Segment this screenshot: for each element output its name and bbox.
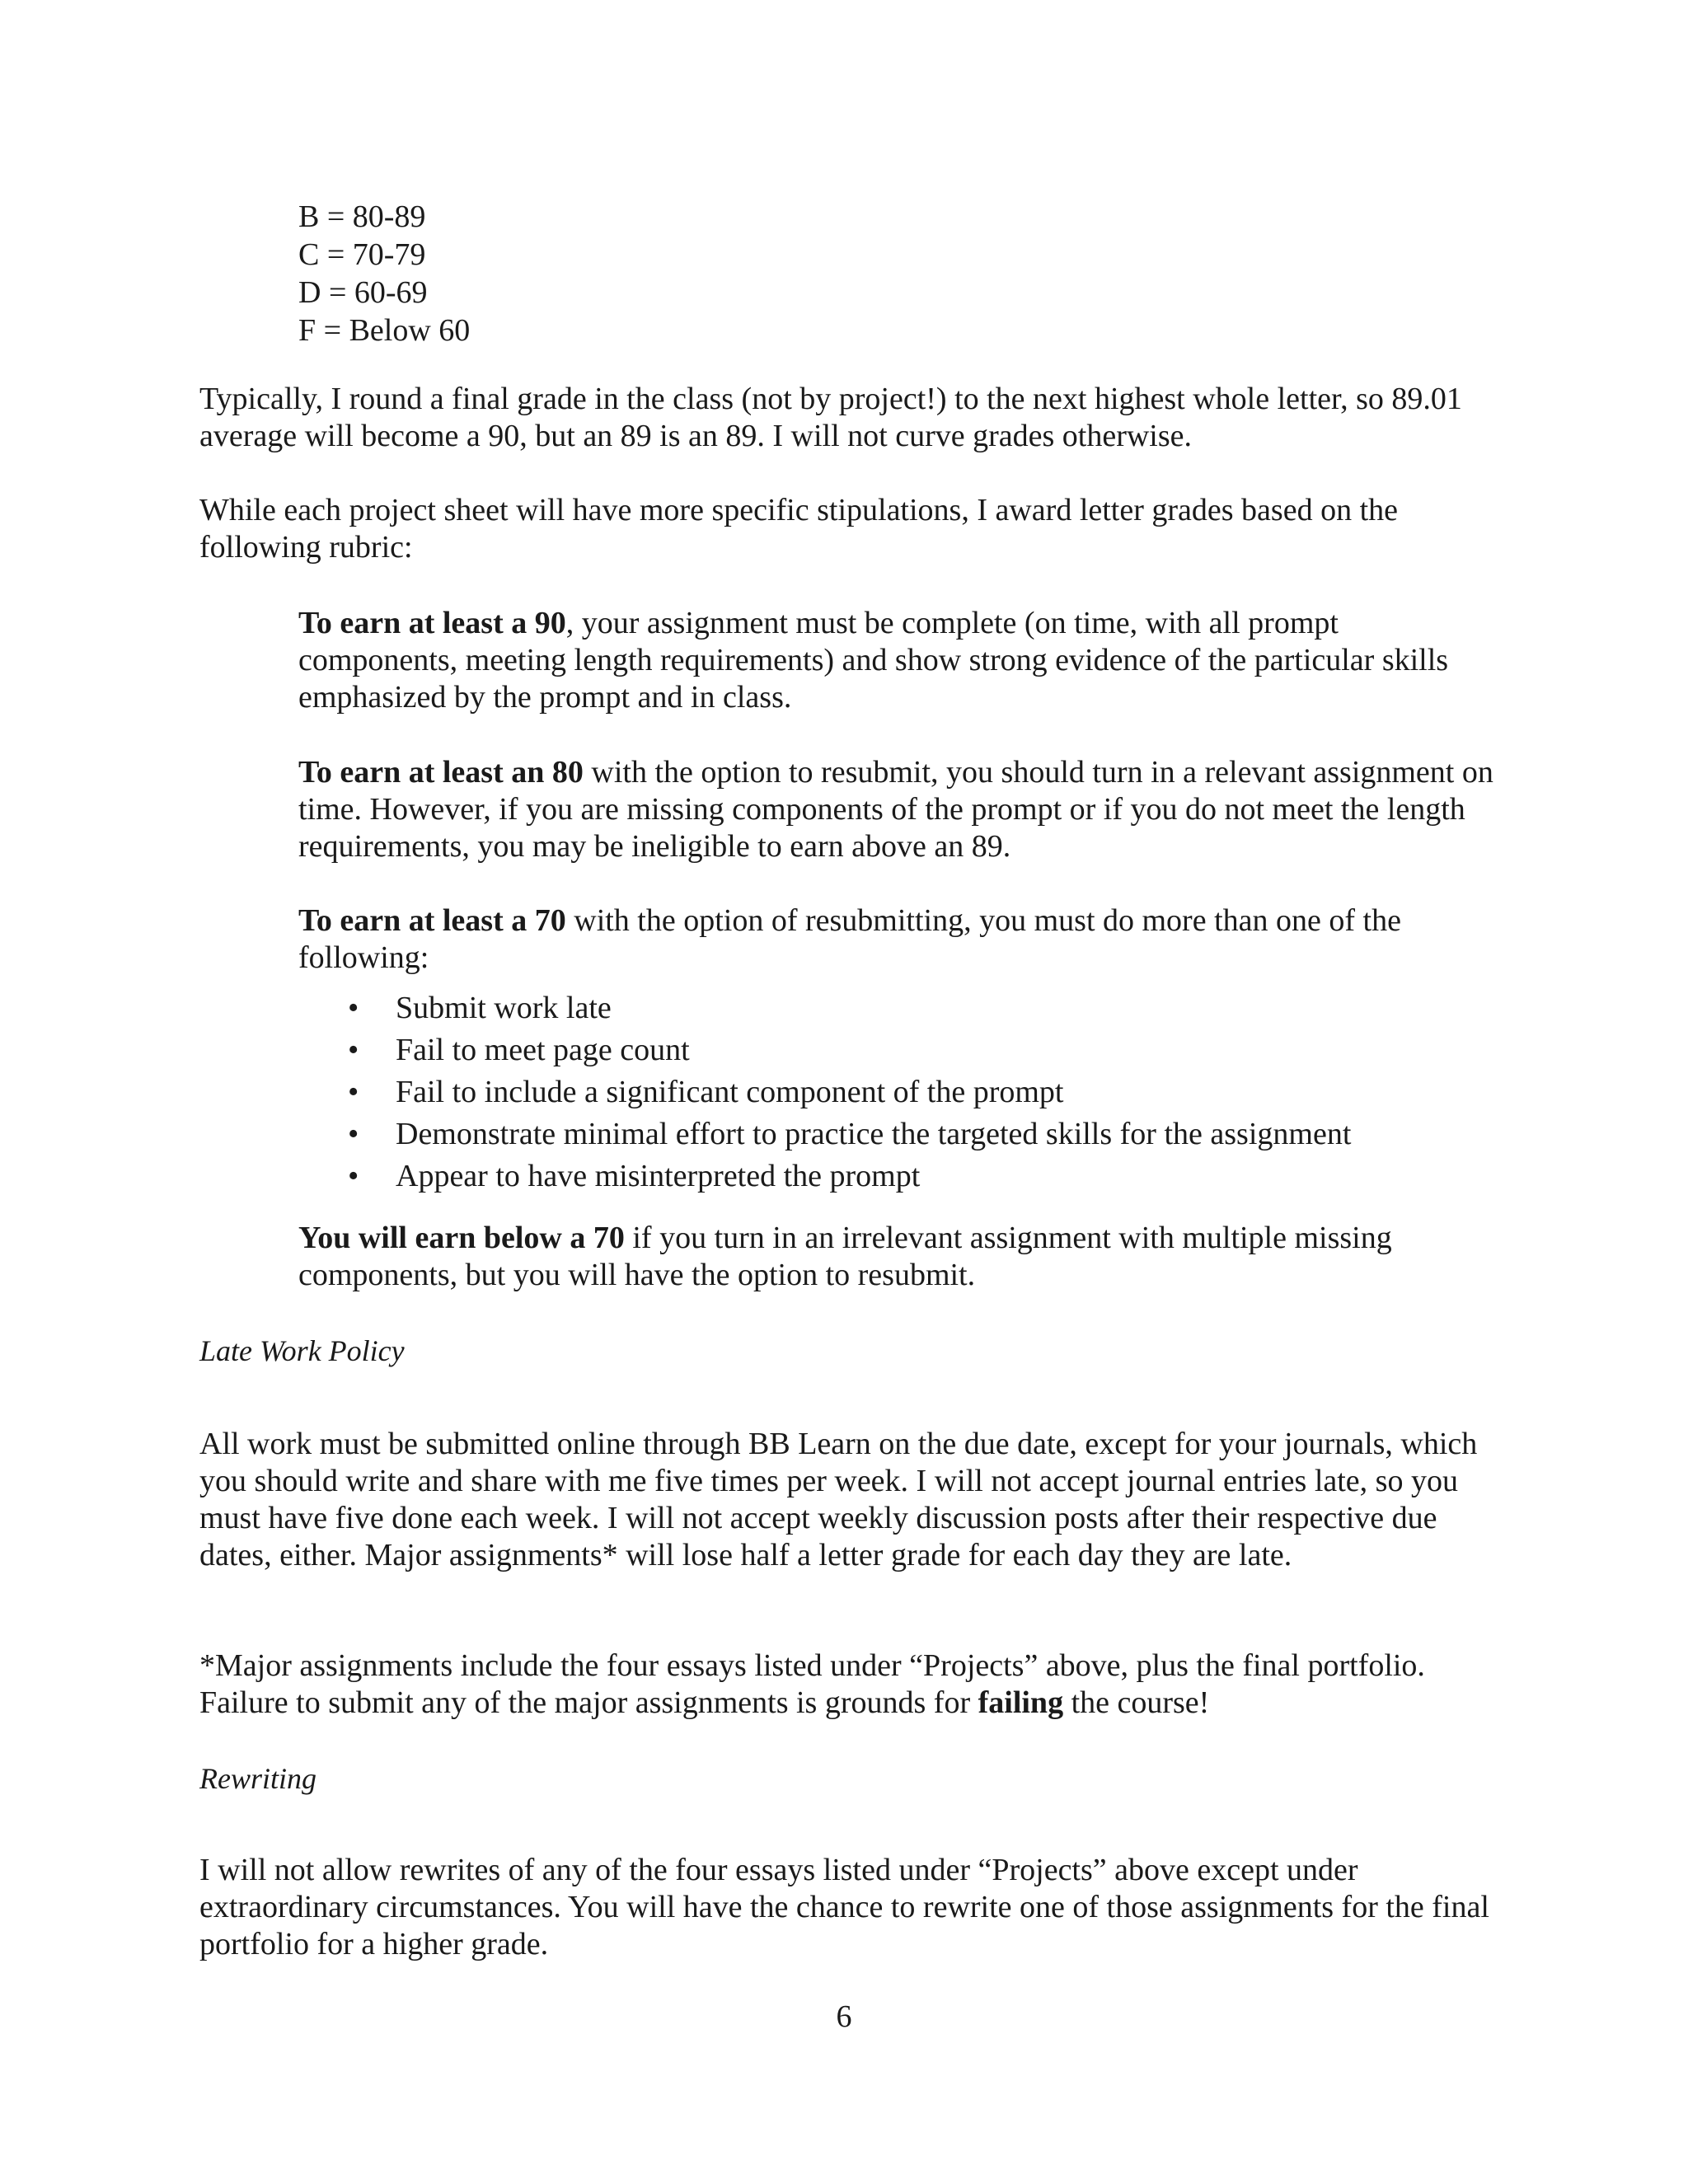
list-item bbox=[298, 1029, 1502, 1071]
grade-scale-item: C = 70-79 bbox=[298, 237, 426, 272]
note-emphasis: failing bbox=[978, 1685, 1064, 1720]
rubric-70-criterion: To earn at least a 70 bbox=[298, 903, 566, 938]
page-number: 6 bbox=[836, 1999, 852, 2034]
grade-scale-item: B = 80-89 bbox=[298, 199, 426, 234]
rubric-intro-paragraph: While each project sheet will have more specific stipulations, I award letter grades based on the following rubric: bbox=[199, 493, 1399, 565]
list-item bbox=[298, 1071, 1502, 1113]
grade-scale-item: F = Below 60 bbox=[298, 313, 471, 348]
rubric-80-criterion: To earn at least an 80 bbox=[298, 755, 584, 790]
list-item bbox=[298, 1155, 1502, 1197]
list-item-text: Appear to have misinterpreted the prompt bbox=[396, 1159, 921, 1193]
late-work-heading: Late Work Policy bbox=[199, 1334, 405, 1367]
rubric-80-paragraph bbox=[298, 754, 1502, 865]
note-text: *Major assignments include the four essays listed under “Projects” above, plus the final portfolio. Failure to submit any of the major assignments is grounds for bbox=[199, 1648, 1425, 1720]
list-item-text: Submit work late bbox=[396, 991, 612, 1025]
rubric-70-text: with the option of resubmitting, you must do more than one of the following: bbox=[298, 903, 1401, 975]
rubric-70-paragraph bbox=[298, 902, 1502, 977]
list-item-text: Fail to meet page count bbox=[396, 1033, 690, 1067]
bullet-icon: • bbox=[348, 1117, 359, 1151]
rubric-90-criterion: To earn at least a 90 bbox=[298, 606, 566, 640]
rubric-below-70-paragraph bbox=[298, 1220, 1502, 1294]
bullet-icon: • bbox=[348, 1159, 359, 1193]
rubric-90-paragraph bbox=[298, 605, 1502, 716]
rubric-below-70-criterion: You will earn below a 70 bbox=[298, 1221, 625, 1255]
list-item bbox=[298, 987, 1502, 1029]
note-text-end: the course! bbox=[1063, 1685, 1210, 1720]
list-item bbox=[298, 1113, 1502, 1155]
rubric-90-text: , your assignment must be complete (on time, with all prompt components, meeting length requirements) and show strong evidence of the particular skills emphasized by the prompt and in class. bbox=[298, 606, 1449, 715]
bullet-icon: • bbox=[348, 991, 359, 1025]
rewriting-paragraph: I will not allow rewrites of any of the four essays listed under “Projects” above except under extraordinary circumstances. You will have the chance to rewrite one of those assignments for the final portfolio for a higher grade. bbox=[199, 1853, 1489, 1961]
list-item-text: Demonstrate minimal effort to practice the targeted skills for the assignment bbox=[396, 1117, 1352, 1151]
grade-scale-list bbox=[298, 198, 470, 349]
major-assignments-note bbox=[199, 1647, 1502, 1722]
rubric-70-bullet-list bbox=[298, 987, 1502, 1197]
rewriting-heading: Rewriting bbox=[199, 1762, 316, 1795]
late-work-paragraph: All work must be submitted online through BB Learn on the due date, except for your journals, which you should write and share with me five times per week. I will not accept journal entries late, so you must have five done each week. I will not accept weekly discussion posts after their respective due dates, either. Major assignments* will lose half a letter grade for each day they are late. bbox=[199, 1427, 1478, 1572]
rubric-80-text: with the option to resubmit, you should turn in a relevant assignment on time. However, if you are missing components of the prompt or if you do not meet the length requirements, you may be ineligible to earn above an 89. bbox=[298, 755, 1493, 864]
list-item-text: Fail to include a significant component of the prompt bbox=[396, 1075, 1064, 1109]
grade-scale-item: D = 60-69 bbox=[298, 275, 428, 310]
rounding-paragraph: Typically, I round a final grade in the class (not by project!) to the next highest whole letter, so 89.01 average will become a 90, but an 89 is an 89. I will not curve grades otherwise. bbox=[199, 382, 1462, 453]
rubric-below-70-text: if you turn in an irrelevant assignment with multiple missing components, but you will have the option to resubmit. bbox=[298, 1221, 1392, 1292]
bullet-icon: • bbox=[348, 1075, 359, 1109]
bullet-icon: • bbox=[348, 1033, 359, 1067]
